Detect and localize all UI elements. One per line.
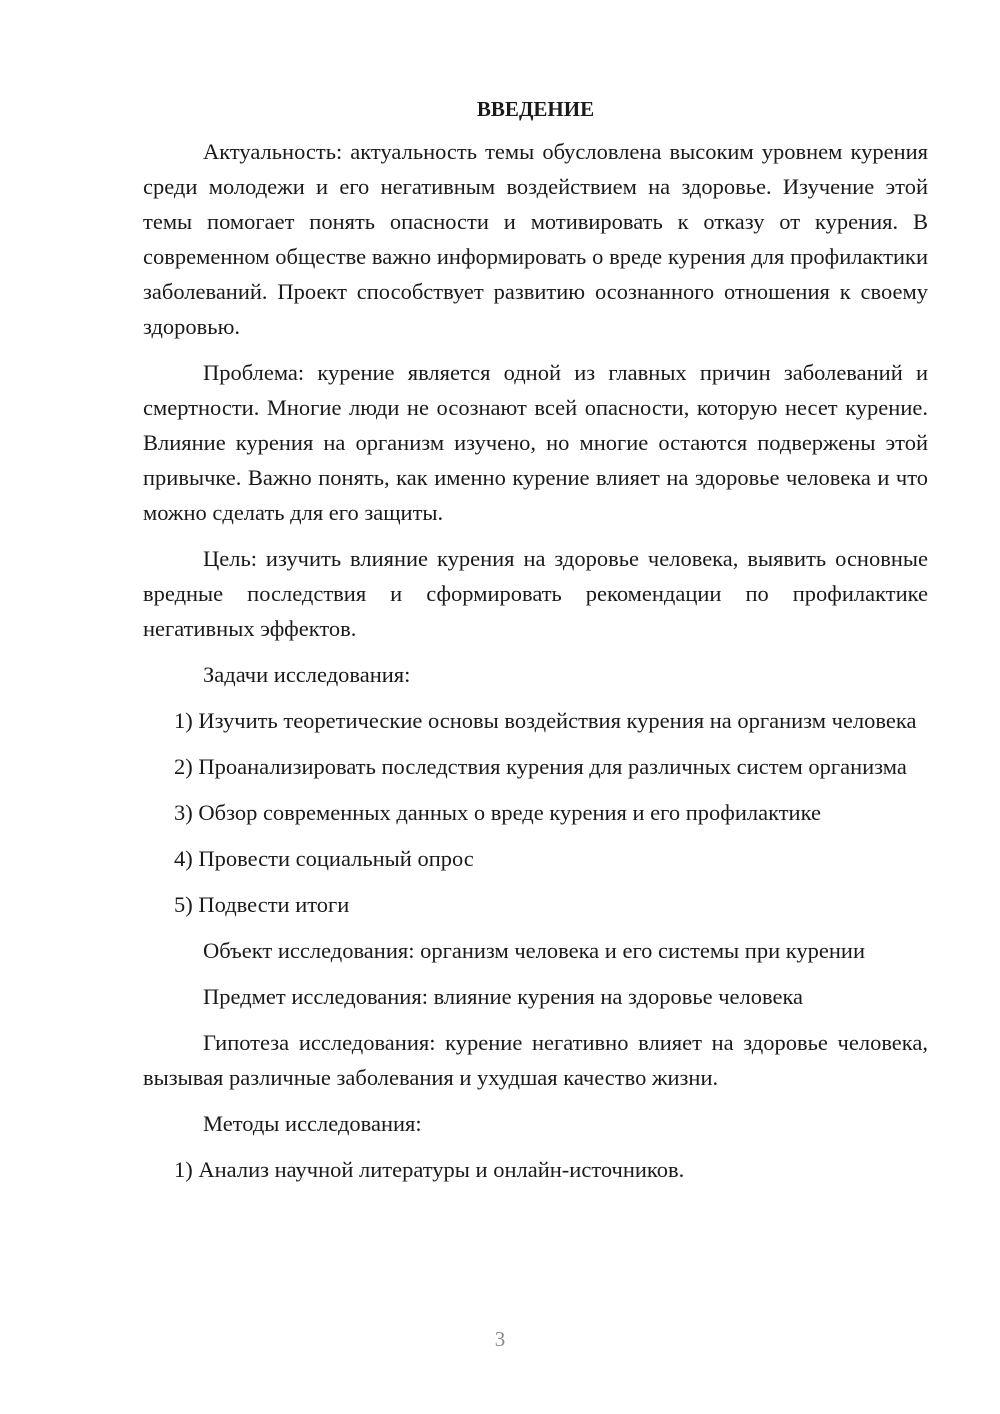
hypothesis-paragraph: Гипотеза исследования: курение негативно влияет на здоровье человека, вызывая различные заболевания и ухудшая качество жизни. xyxy=(143,1030,928,1090)
object-paragraph: Объект исследования: организм человека и его системы при курении xyxy=(203,938,865,963)
task-item-2: 2) Проанализировать последствия курения для различных систем организма xyxy=(174,754,907,779)
tasks-heading: Задачи исследования: xyxy=(203,662,411,687)
task-item-4: 4) Провести социальный опрос xyxy=(174,846,474,871)
page-number: 3 xyxy=(494,1327,506,1351)
task-item-5: 5) Подвести итоги xyxy=(174,892,350,917)
goal-paragraph: Цель: изучить влияние курения на здоровье человека, выявить основные вредные последствия и сформировать рекомендации по профилактике негативных эффектов. xyxy=(143,546,928,641)
task-item-3: 3) Обзор современных данных о вреде курения и его профилактике xyxy=(174,800,821,825)
relevance-paragraph: Актуальность: актуальность темы обусловлена высоким уровнем курения среди молодежи и его негативным воздействием на здоровье. Изучение этой темы помогает понять опасности и мотивировать к отказу от курения. В современном обществе важно информировать о вреде курения для профилактики заболеваний. Проект способствует развитию осознанного отношения к своему здоровью. xyxy=(143,139,928,339)
problem-paragraph: Проблема: курение является одной из главных причин заболеваний и смертности. Многие люди не осознают всей опасности, которую несет курение. Влияние курения на организм изучено, но многие остаются подвержены этой привычке. Важно понять, как именно курение влияет на здоровье человека и что можно сделать для его защиты. xyxy=(143,360,928,525)
method-item-1: 1) Анализ научной литературы и онлайн-источников. xyxy=(174,1157,685,1182)
page-content xyxy=(143,92,928,1198)
subject-paragraph: Предмет исследования: влияние курения на здоровье человека xyxy=(203,984,804,1009)
task-item-1: 1) Изучить теоретические основы воздействия курения на организм человека xyxy=(174,708,917,733)
methods-heading: Методы исследования: xyxy=(203,1111,422,1136)
section-title: ВВЕДЕНИЕ xyxy=(476,97,595,121)
